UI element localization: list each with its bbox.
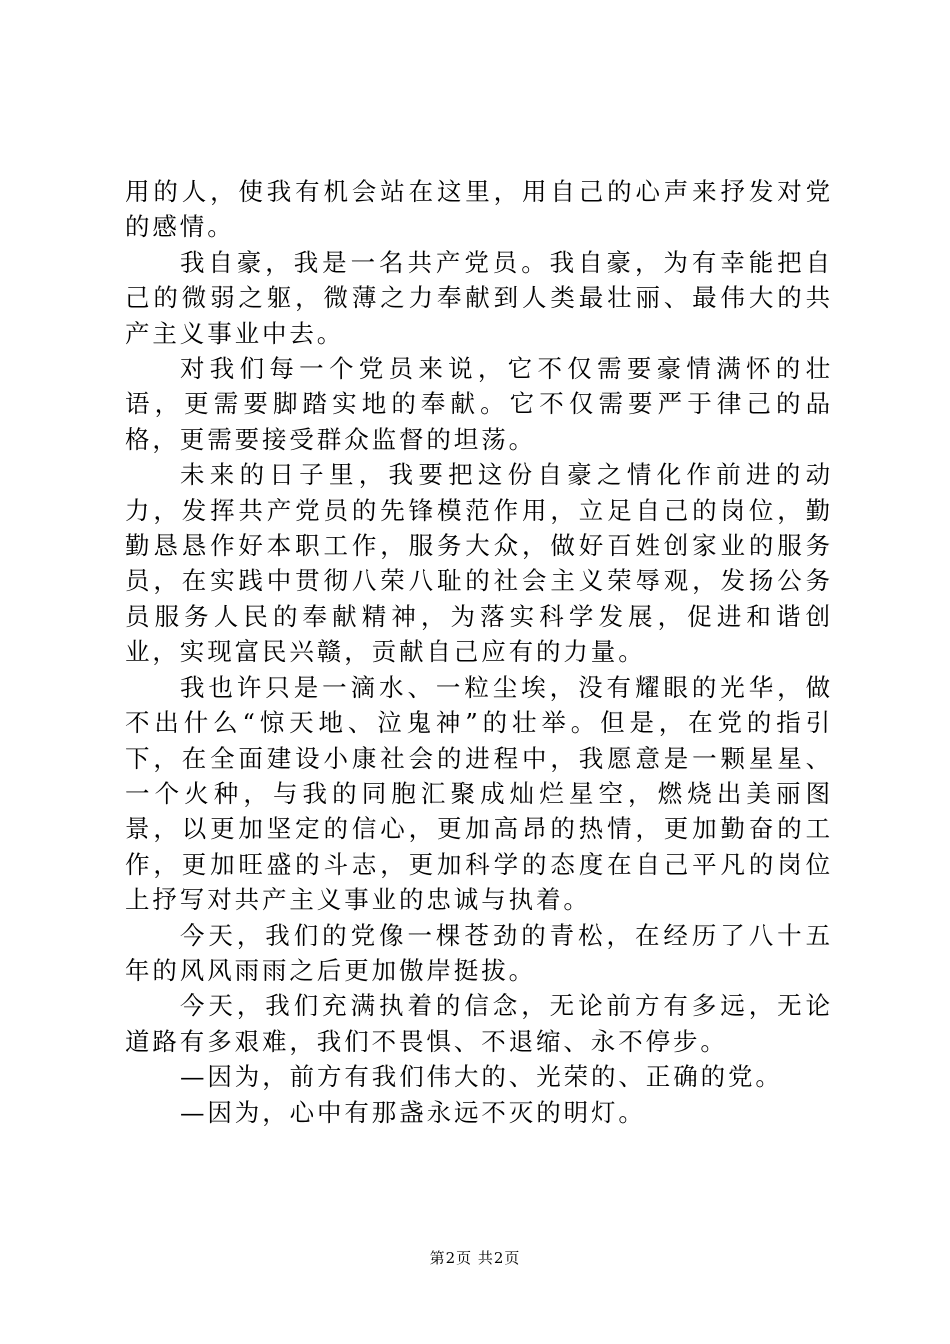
paragraph-8: —因为，前方有我们伟大的、光荣的、正确的党。 [180,1062,783,1092]
paragraph-5: 我也许只是一滴水、一粒尘埃，没有耀眼的光华，做不出什么“惊天地、泣鬼神”的壮举。但是，在党的指引下，在全面建设小康社会的进程中，我愿意是一颗星星、一个火种，与我的同胞汇聚成灿烂星空，燃烧出美丽图景，以更加坚定的信心，更加高昂的热情，更加勤奋的工作，更加旺盛的斗志，更加科学的态度在自己平凡的岗位上抒写对共产主义事业的忠诚与执着。 [125,672,833,915]
document-body [125,174,833,1130]
paragraph-3: 对我们每一个党员来说，它不仅需要豪情满怀的壮语，更需要脚踏实地的奉献。它不仅需要严于律己的品格，更需要接受群众监督的坦荡。 [125,354,833,454]
paragraph-1: 用的人，使我有机会站在这里，用自己的心声来抒发对党的感情。 [125,177,833,242]
paragraph-7: 今天，我们充满执着的信念，无论前方有多远，无论道路有多艰难，我们不畏惧、不退缩、永不停步。 [125,991,833,1056]
paragraph-6: 今天，我们的党像一棵苍劲的青松，在经历了八十五年的风风雨雨之后更加傲岸挺拔。 [125,920,833,985]
page-footer: 第2页 共2页 [429,1249,521,1267]
paragraph-2: 我自豪，我是一名共产党员。我自豪，为有幸能把自己的微弱之躯，微薄之力奉献到人类最壮丽、最伟大的共产主义事业中去。 [125,247,833,348]
paragraph-9: —因为，心中有那盏永远不灭的明灯。 [180,1097,646,1127]
paragraph-4: 未来的日子里，我要把这份自豪之情化作前进的动力，发挥共产党员的先锋模范作用，立足自己的岗位，勤勤恳恳作好本职工作，服务大众，做好百姓创家业的服务员，在实践中贯彻八荣八耻的社会主义荣辱观，发扬公务员服务人民的奉献精神，为落实科学发展，促进和谐创业，实现富民兴赣，贡献自己应有的力量。 [125,460,833,667]
